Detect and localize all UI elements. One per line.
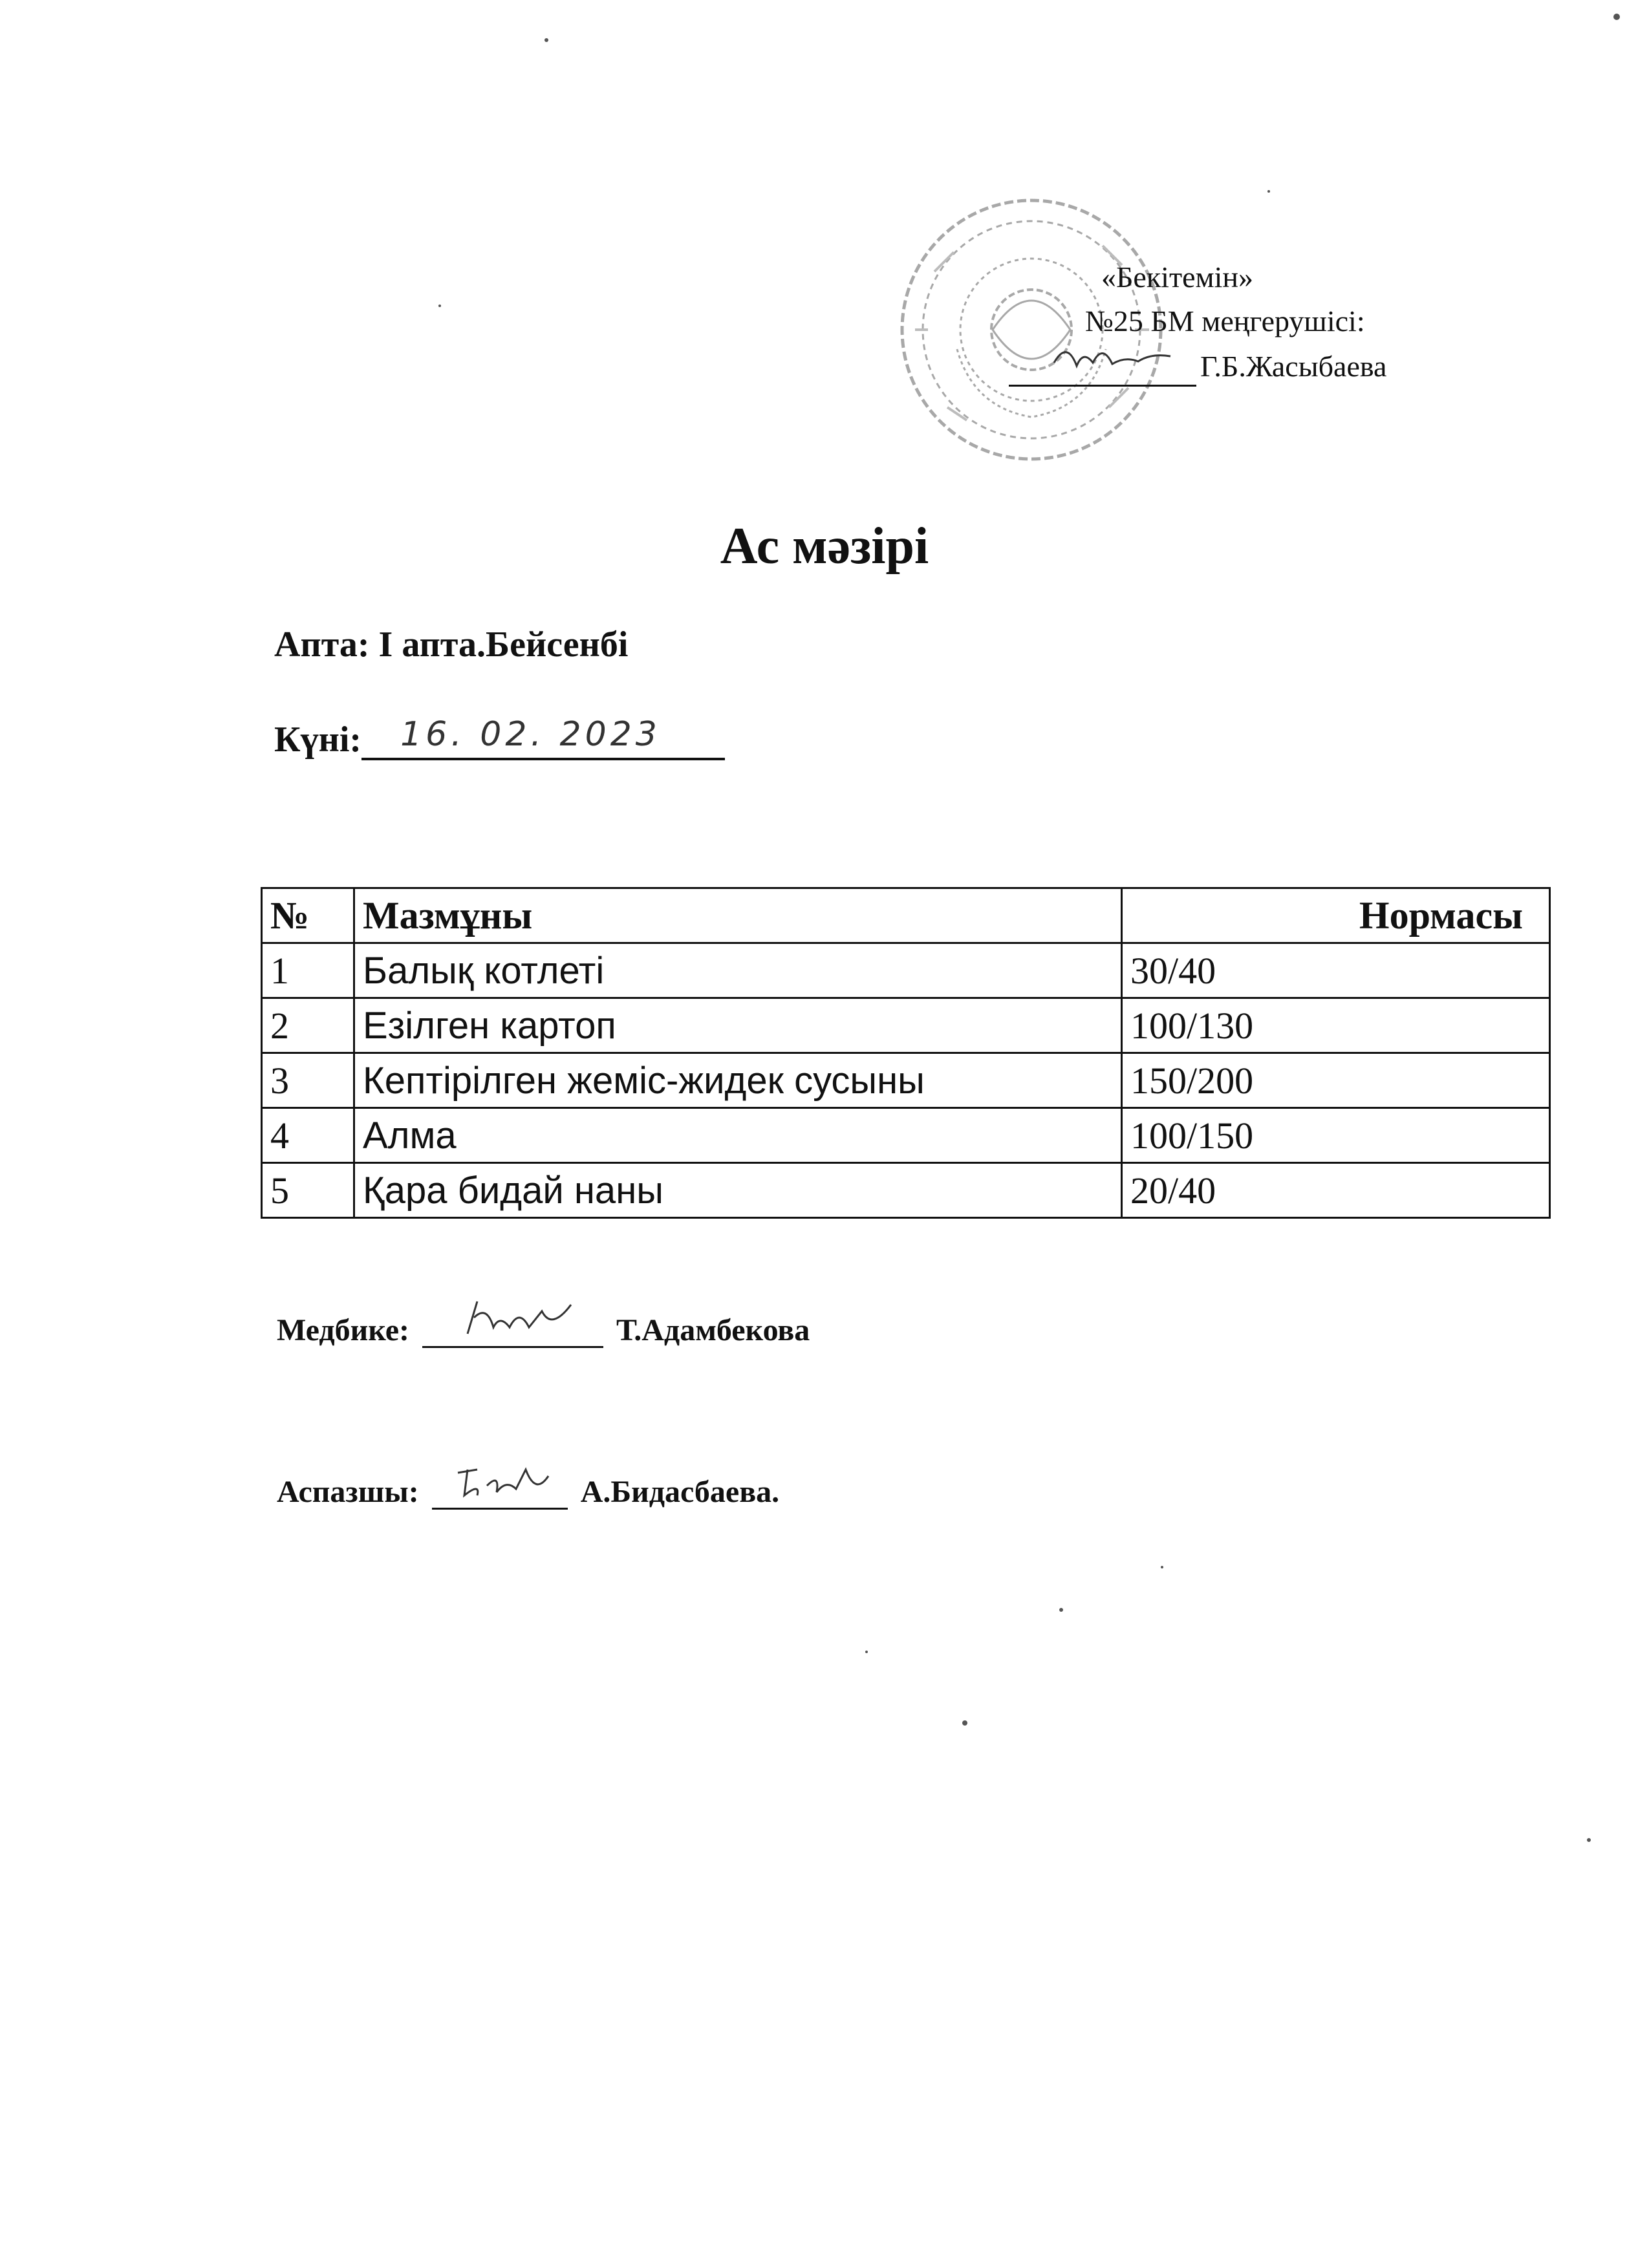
nurse-label: Медбике: bbox=[277, 1313, 410, 1347]
row-norm: 100/130 bbox=[1122, 998, 1550, 1053]
approval-title: «Бекітемін» bbox=[1101, 261, 1253, 294]
row-content: Алма bbox=[354, 1108, 1122, 1163]
row-num: 3 bbox=[262, 1053, 354, 1108]
row-num: 1 bbox=[262, 943, 354, 998]
document-title: Ас мәзірі bbox=[720, 518, 929, 575]
header-content: Мазмұны bbox=[354, 888, 1122, 943]
row-num: 4 bbox=[262, 1108, 354, 1163]
row-content: Кептірілген жеміс-жидек сусыны bbox=[354, 1053, 1122, 1108]
header-num: № bbox=[262, 888, 354, 943]
header-norm: Нормасы bbox=[1122, 888, 1550, 943]
row-num: 5 bbox=[262, 1163, 354, 1218]
approval-position: №25 БМ меңгерушісі: bbox=[1085, 305, 1365, 337]
date-label: Күні: bbox=[274, 720, 362, 760]
row-num: 2 bbox=[262, 998, 354, 1053]
row-norm: 150/200 bbox=[1122, 1053, 1550, 1108]
row-norm: 30/40 bbox=[1122, 943, 1550, 998]
cook-label: Аспазшы: bbox=[277, 1475, 419, 1509]
row-norm: 20/40 bbox=[1122, 1163, 1550, 1218]
approver-name: Г.Б.Жасыбаева bbox=[1200, 350, 1387, 383]
row-norm: 100/150 bbox=[1122, 1108, 1550, 1163]
date-value: 16. 02. 2023 bbox=[400, 715, 661, 754]
row-content: Балық котлеті bbox=[354, 943, 1122, 998]
row-content: Қара бидай наны bbox=[354, 1163, 1122, 1218]
row-content: Езілген картоп bbox=[354, 998, 1122, 1053]
week-label: Апта: І апта.Бейсенбі bbox=[274, 625, 629, 665]
nurse-name: Т.Адамбекова bbox=[616, 1313, 810, 1347]
cook-name: А.Бидасбаева. bbox=[580, 1475, 780, 1509]
